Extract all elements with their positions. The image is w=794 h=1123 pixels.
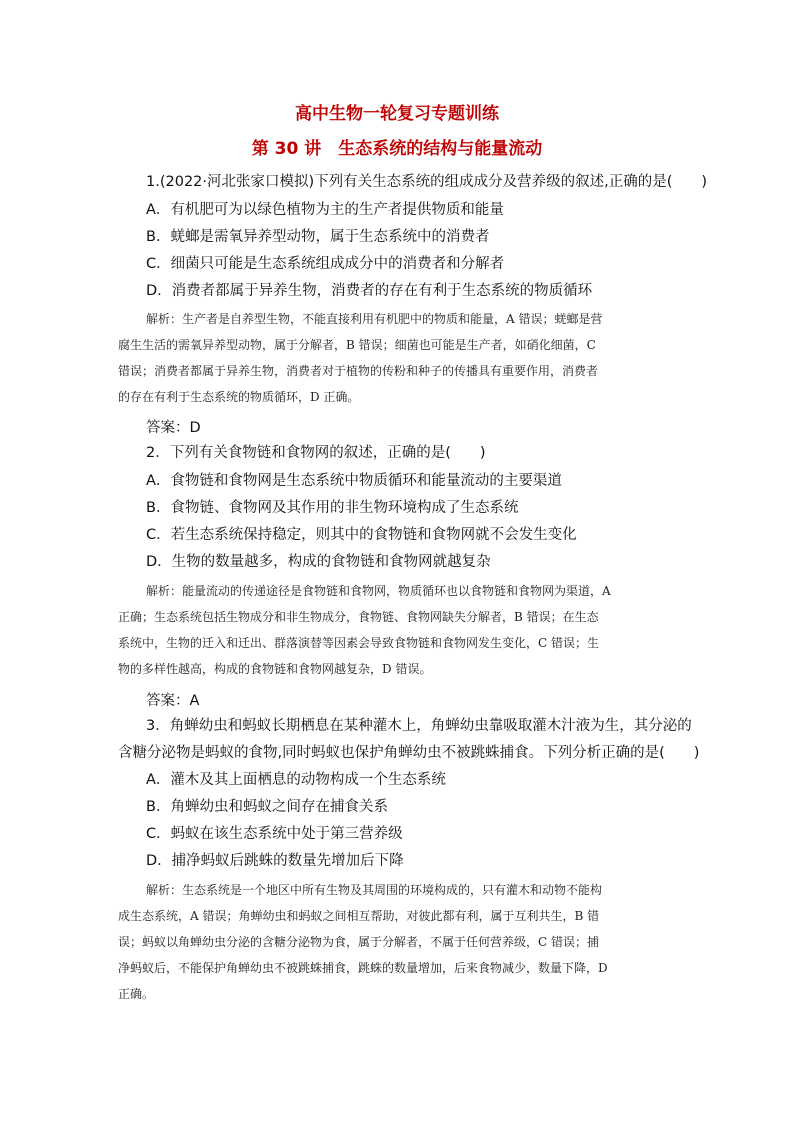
question-3-option-b: B．角蝉幼虫和蚂蚁之间存在捕食关系 [146, 799, 388, 815]
question-3-stem: 3．角蝉幼虫和蚂蚁长期栖息在某种灌木上，角蝉幼虫靠吸取灌木汁液为生，其分泌的 [146, 718, 692, 734]
question-1-explanation-line: 解析：生产者是自养型生物，不能直接利用有机肥中的物质和能量，A 错误；蜣螂是营 [146, 312, 603, 326]
question-2-explanation-line: 解析：能量流动的传递途径是食物链和食物网，物质循环也以食物链和食物网为渠道，A [146, 584, 611, 598]
question-2-option-b: B．食物链、食物网及其作用的非生物环境构成了生态系统 [146, 500, 519, 516]
question-1-option-c: C．细菌只可能是生态系统组成成分中的消费者和分解者 [146, 256, 505, 272]
question-3-option-c: C．蚂蚁在该生态系统中处于第三营养级 [146, 826, 403, 842]
question-1-answer: 答案：D [146, 420, 201, 436]
question-1-stem: 1.(2022·河北张家口模拟)下列有关生态系统的组成成分及营养级的叙述,正确的是( ) [146, 174, 708, 190]
question-1-option-a: A．有机肥可为以绿色植物为主的生产者提供物质和能量 [146, 202, 504, 218]
question-1-explanation-line: 的存在有利于生态系统的物质循环，D 正确。 [118, 390, 360, 404]
question-1-option-d: D．消费者都属于异养生物，消费者的存在有利于生态系统的物质循环 [146, 283, 593, 299]
question-2-option-c: C．若生态系统保持稳定，则其中的食物链和食物网就不会发生变化 [146, 527, 577, 543]
question-2-option-a: A．食物链和食物网是生态系统中物质循环和能量流动的主要渠道 [146, 473, 562, 489]
question-1-explanation-line: 腐生生活的需氧异养型动物，属于分解者，B 错误；细菌也可能是生产者，如硝化细菌，C [118, 338, 596, 352]
document-title: 高中生物一轮复习专题训练 [295, 104, 499, 124]
question-3-explanation-line: 正确。 [118, 987, 155, 1001]
lecture-title: 第 30 讲 生态系统的结构与能量流动 [251, 139, 543, 159]
question-2-explanation-line: 物的多样性越高，构成的食物链和食物网越复杂，D 错误。 [118, 662, 432, 676]
question-3-explanation-line: 净蚂蚁后，不能保护角蝉幼虫不被跳蛛捕食，跳蛛的数量增加，后来食物减少，数量下降，D [118, 961, 608, 975]
question-3-stem-continued: 含糖分泌物是蚂蚁的食物,同时蚂蚁也保护角蝉幼虫不被跳蛛捕食。下列分析正确的是( ) [118, 745, 700, 761]
question-2-stem: 2．下列有关食物链和食物网的叙述，正确的是( ) [146, 445, 486, 461]
question-2-explanation-line: 系统中，生物的迁入和迁出、群落演替等因素会导致食物链和食物网发生变化，C 错误；生 [118, 636, 599, 650]
question-3-explanation-line: 解析：生态系统是一个地区中所有生物及其周围的环境构成的，只有灌木和动物不能构 [146, 883, 603, 897]
question-2-answer: 答案：A [146, 693, 200, 709]
question-2-explanation-line: 正确；生态系统包括生物成分和非生物成分，食物链、食物网缺失分解者，B 错误；在生态 [118, 610, 599, 624]
question-1-explanation-line: 错误；消费者都属于异养生物，消费者对于植物的传粉和种子的传播具有重要作用，消费者 [118, 364, 599, 378]
question-3-option-d: D．捕净蚂蚁后跳蛛的数量先增加后下降 [146, 853, 404, 869]
question-1-option-b: B．蜣螂是需氧异养型动物，属于生态系统中的消费者 [146, 229, 490, 245]
question-3-explanation-line: 成生态系统，A 错误；角蝉幼虫和蚂蚁之间相互帮助，对彼此都有利，属于互利共生，B 错 [118, 909, 600, 923]
question-3-explanation-line: 误；蚂蚁以角蝉幼虫分泌的含糖分泌物为食，属于分解者，不属于任何营养级，C 错误；捕 [118, 935, 599, 949]
question-2-option-d: D．生物的数量越多，构成的食物链和食物网就越复杂 [146, 554, 491, 570]
question-3-option-a: A．灌木及其上面栖息的动物构成一个生态系统 [146, 772, 446, 788]
